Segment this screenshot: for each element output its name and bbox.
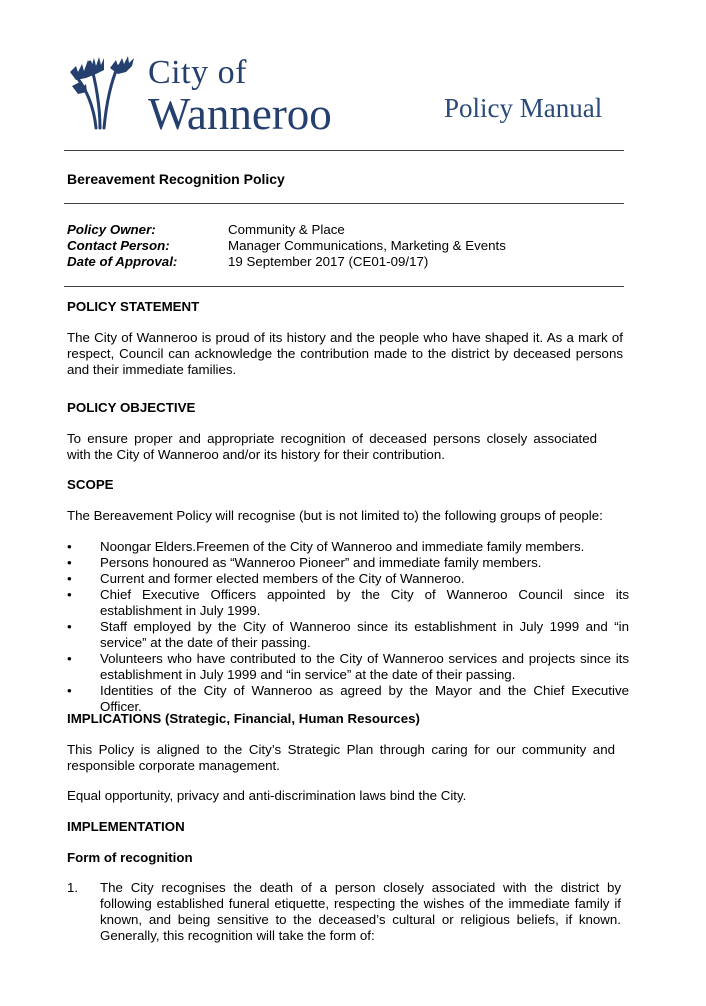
list-item — [67, 651, 629, 683]
section-heading-implications: IMPLICATIONS (Strategic, Financial, Human Resources) — [67, 711, 420, 726]
title-divider — [64, 203, 624, 204]
section-heading-implementation: IMPLEMENTATION — [67, 819, 185, 834]
list-item — [67, 880, 621, 944]
bullet-icon: • — [67, 683, 72, 698]
list-item — [67, 587, 629, 619]
list-item-number: 1. — [67, 880, 79, 895]
list-item-text: Staff employed by the City of Wanneroo since its establishment in July 1999 and “in service” at the date of their passing. — [100, 619, 629, 650]
meta-label: Policy Owner: — [67, 222, 156, 237]
kangaroo-paw-logo-icon — [66, 52, 146, 130]
list-item-text: Noongar Elders.Freemen of the City of Wanneroo and immediate family members. — [100, 539, 585, 554]
meta-row-owner — [67, 222, 506, 238]
meta-divider — [64, 286, 624, 287]
list-item — [67, 619, 629, 651]
scope-intro: The Bereavement Policy will recognise (but is not limited to) the following groups of people: — [67, 508, 603, 523]
meta-label: Date of Approval: — [67, 254, 178, 269]
meta-row-approval — [67, 254, 506, 270]
bullet-icon: • — [67, 571, 72, 586]
meta-value: 19 September 2017 (CE01-09/17) — [228, 254, 429, 269]
objective-paragraph: To ensure proper and appropriate recognition of deceased persons closely associated with the City of Wanneroo and/or its history for their contribution. — [67, 431, 597, 462]
meta-value: Manager Communications, Marketing & Events — [228, 238, 506, 253]
section-heading-scope: SCOPE — [67, 477, 114, 492]
implications-paragraph-2: Equal opportunity, privacy and anti-discrimination laws bind the City. — [67, 788, 467, 803]
policy-title: Bereavement Recognition Policy — [67, 171, 285, 187]
implementation-list — [67, 880, 621, 944]
list-item — [67, 555, 629, 571]
list-item-text: Persons honoured as “Wanneroo Pioneer” and immediate family members. — [100, 555, 542, 570]
list-item-text: Identities of the City of Wanneroo as agreed by the Mayor and the Chief Executive Officer. — [100, 683, 629, 714]
bullet-icon: • — [67, 619, 72, 634]
list-item-text: Current and former elected members of the City of Wanneroo. — [100, 571, 465, 586]
section-heading-statement: POLICY STATEMENT — [67, 299, 200, 314]
subheading-form-of-recognition: Form of recognition — [67, 850, 193, 865]
list-item — [67, 539, 629, 555]
scope-list — [67, 539, 629, 715]
bullet-icon: • — [67, 651, 72, 666]
meta-value: Community & Place — [228, 222, 345, 237]
implications-paragraph-1: This Policy is aligned to the City’s Strategic Plan through caring for our community and responsible corporate management. — [67, 742, 615, 773]
list-item-text: Chief Executive Officers appointed by the City of Wanneroo Council since its establishment in July 1999. — [100, 587, 629, 618]
manual-title: Policy Manual — [444, 93, 603, 123]
logo-text-line2: Wanneroo — [148, 89, 332, 139]
header-divider — [64, 150, 624, 151]
policy-meta-table — [67, 222, 506, 270]
city-of-wanneroo-logo — [66, 52, 356, 140]
section-heading-objective: POLICY OBJECTIVE — [67, 400, 196, 415]
bullet-icon: • — [67, 539, 72, 554]
list-item-text: Volunteers who have contributed to the City of Wanneroo services and projects since its establishment in July 1999 and “in service” at the date of their passing. — [100, 651, 629, 682]
bullet-icon: • — [67, 587, 72, 602]
meta-row-contact — [67, 238, 506, 254]
meta-label: Contact Person: — [67, 238, 170, 253]
list-item-text: The City recognises the death of a person closely associated with the district by following established funeral etiquette, respecting the wishes of the immediate family if known, and being sensitive to the deceased’s cultural or religious beliefs, if known. Generally, this recognition will take the form of: — [100, 880, 621, 943]
bullet-icon: • — [67, 555, 72, 570]
logo-text-line1: City of — [148, 54, 247, 91]
list-item — [67, 571, 629, 587]
statement-paragraph: The City of Wanneroo is proud of its history and the people who have shaped it. As a mark of respect, Council can acknowledge the contribution made to the district by deceased persons and their immediate families. — [67, 330, 623, 377]
